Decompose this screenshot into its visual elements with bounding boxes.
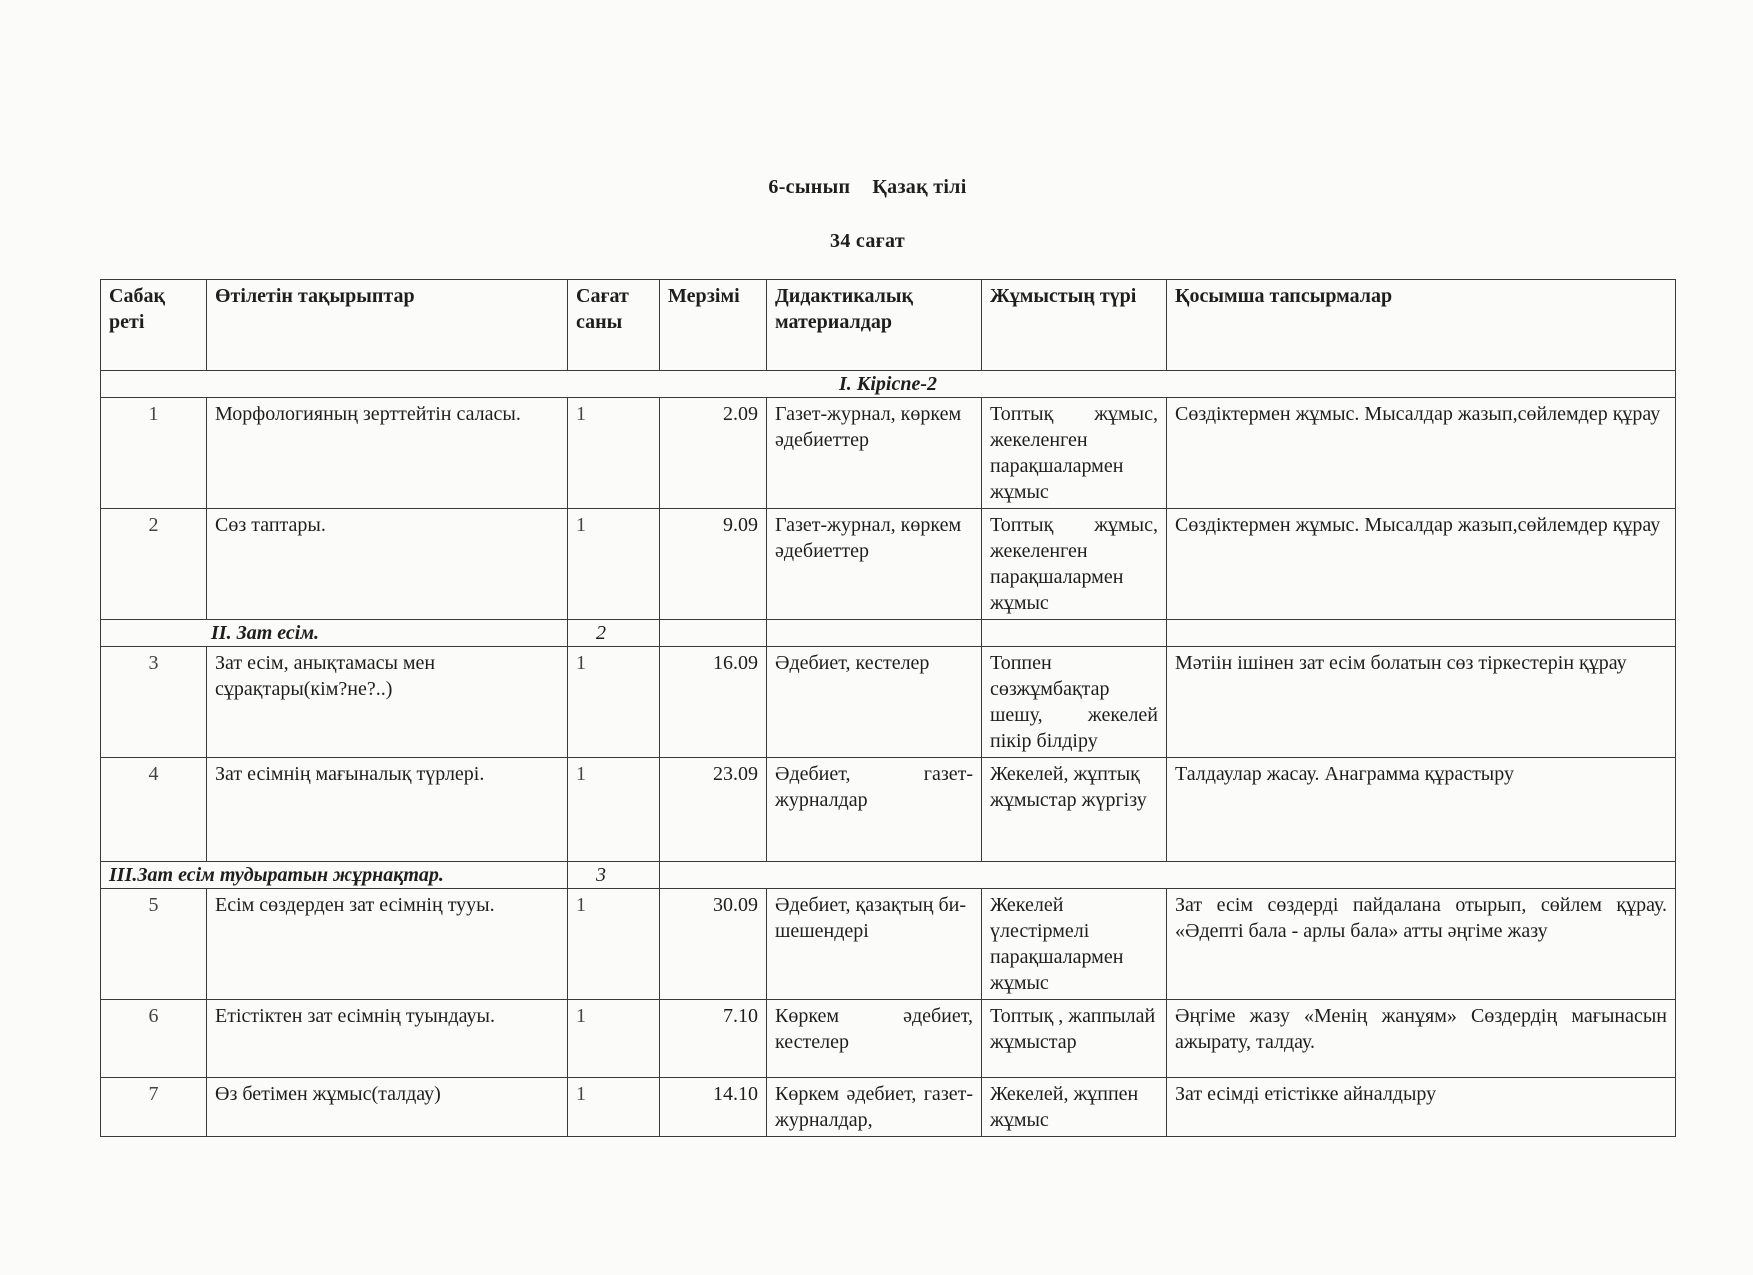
lesson-number: 5 xyxy=(101,889,207,1000)
col-header-materials: Дидактикалық материалдар xyxy=(767,280,982,371)
document-title xyxy=(0,176,1735,199)
lesson-number: 1 xyxy=(101,398,207,509)
section-empty-cell xyxy=(1167,620,1676,647)
section-empty-cell xyxy=(982,620,1167,647)
table-row xyxy=(101,647,1676,758)
lesson-date: 16.09 xyxy=(660,647,767,758)
lesson-number: 6 xyxy=(101,1000,207,1078)
table-header-row xyxy=(101,280,1676,371)
lesson-hours: 1 xyxy=(568,758,660,862)
grade-label: 6-сынып xyxy=(768,176,851,198)
lesson-work-type: Топтық жұмыс, жекеленген парақшалармен жұмыс xyxy=(982,509,1167,620)
lesson-date: 9.09 xyxy=(660,509,767,620)
lesson-materials: Көркем әдебиет, кестелер xyxy=(767,1000,982,1078)
lesson-topic: Сөз таптары. xyxy=(207,509,568,620)
section-title: I. Кіріспе-2 xyxy=(101,371,1676,398)
section-empty-cell xyxy=(660,620,767,647)
table-row xyxy=(101,889,1676,1000)
col-header-topic: Өтілетін тақырыптар xyxy=(207,280,568,371)
lesson-topic: Зат есімнің мағыналық түрлері. xyxy=(207,758,568,862)
table-row xyxy=(101,1000,1676,1078)
lesson-materials: Газет-журнал, көркем әдебиеттер xyxy=(767,509,982,620)
lesson-topic: Морфологияның зерттейтін саласы. xyxy=(207,398,568,509)
lesson-date: 7.10 xyxy=(660,1000,767,1078)
lesson-topic: Есім сөздерден зат есімнің тууы. xyxy=(207,889,568,1000)
section-row xyxy=(101,862,1676,889)
lesson-topic: Етістіктен зат есімнің туындауы. xyxy=(207,1000,568,1078)
lesson-work-type: Жекелей үлестірмелі парақшалармен жұмыс xyxy=(982,889,1167,1000)
lesson-work-type: Жекелей, жұппен жұмыс xyxy=(982,1078,1167,1137)
lesson-materials: Әдебиет, кестелер xyxy=(767,647,982,758)
lesson-materials: Әдебиет, қазақтың би-шешендері xyxy=(767,889,982,1000)
lesson-date: 23.09 xyxy=(660,758,767,862)
lesson-number: 4 xyxy=(101,758,207,862)
lesson-number: 3 xyxy=(101,647,207,758)
lesson-date: 30.09 xyxy=(660,889,767,1000)
table-row xyxy=(101,509,1676,620)
lesson-hours: 1 xyxy=(568,1078,660,1137)
col-header-extra-tasks: Қосымша тапсырмалар xyxy=(1167,280,1676,371)
lesson-date: 2.09 xyxy=(660,398,767,509)
lesson-hours: 1 xyxy=(568,1000,660,1078)
lesson-hours: 1 xyxy=(568,509,660,620)
lesson-materials: Газет-журнал, көркем әдебиеттер xyxy=(767,398,982,509)
table-row xyxy=(101,1078,1676,1137)
lesson-topic: Өз бетімен жұмыс(талдау) xyxy=(207,1078,568,1137)
section-empty-cell xyxy=(767,620,982,647)
col-header-date: Мерзімі xyxy=(660,280,767,371)
lesson-work-type: Жекелей, жұптық жұмыстар жүргізу xyxy=(982,758,1167,862)
col-header-order: Сабақ реті xyxy=(101,280,207,371)
section-title: III.Зат есім тудыратын жұрнақтар. xyxy=(101,862,568,889)
hours-total: 34 сағат xyxy=(830,230,905,252)
lesson-topic: Зат есім, анықтамасы мен сұрақтары(кім?не?..) xyxy=(207,647,568,758)
section-title: II. Зат есім. xyxy=(101,620,568,647)
lesson-extra: Талдаулар жасау. Анаграмма құрастыру xyxy=(1167,758,1676,862)
subject-label: Қазақ тілі xyxy=(872,176,967,198)
section-row xyxy=(101,371,1676,398)
lesson-extra: Сөздіктермен жұмыс. Мысалдар жазып,сөйлемдер құрау xyxy=(1167,398,1676,509)
lesson-materials: Көркем әдебиет, газет-журналдар, xyxy=(767,1078,982,1137)
lesson-extra: Зат есім сөздерді пайдалана отырып, сөйлем құрау. «Әдепті бала - арлы бала» атты әңгіме жазу xyxy=(1167,889,1676,1000)
lesson-extra: Мәтіін ішінен зат есім болатын сөз тіркестерін құрау xyxy=(1167,647,1676,758)
col-header-work-type: Жұмыстың түрі xyxy=(982,280,1167,371)
section-empty-cell xyxy=(660,862,1676,889)
lesson-work-type: Топтық жұмыс, жекеленген парақшалармен жұмыс xyxy=(982,398,1167,509)
lesson-hours: 1 xyxy=(568,647,660,758)
section-row xyxy=(101,620,1676,647)
lesson-extra: Әңгіме жазу «Менің жанұям» Сөздердің мағынасын ажырату, талдау. xyxy=(1167,1000,1676,1078)
lesson-date: 14.10 xyxy=(660,1078,767,1137)
section-hours: 2 xyxy=(568,620,660,647)
col-header-hours: Сағат саны xyxy=(568,280,660,371)
lesson-number: 2 xyxy=(101,509,207,620)
lesson-hours: 1 xyxy=(568,398,660,509)
lesson-materials: Әдебиет, газет-журналдар xyxy=(767,758,982,862)
table-row xyxy=(101,398,1676,509)
lesson-number: 7 xyxy=(101,1078,207,1137)
lesson-work-type: Топпен сөзжұмбақтар шешу, жекелей пікір білдіру xyxy=(982,647,1167,758)
section-hours: 3 xyxy=(568,862,660,889)
lesson-hours: 1 xyxy=(568,889,660,1000)
lesson-extra: Сөздіктермен жұмыс. Мысалдар жазып,сөйлемдер құрау xyxy=(1167,509,1676,620)
lesson-work-type: Топтық , жаппылай жұмыстар xyxy=(982,1000,1167,1078)
curriculum-table xyxy=(100,279,1676,1137)
lesson-extra: Зат есімді етістікке айналдыру xyxy=(1167,1078,1676,1137)
table-row xyxy=(101,758,1676,862)
